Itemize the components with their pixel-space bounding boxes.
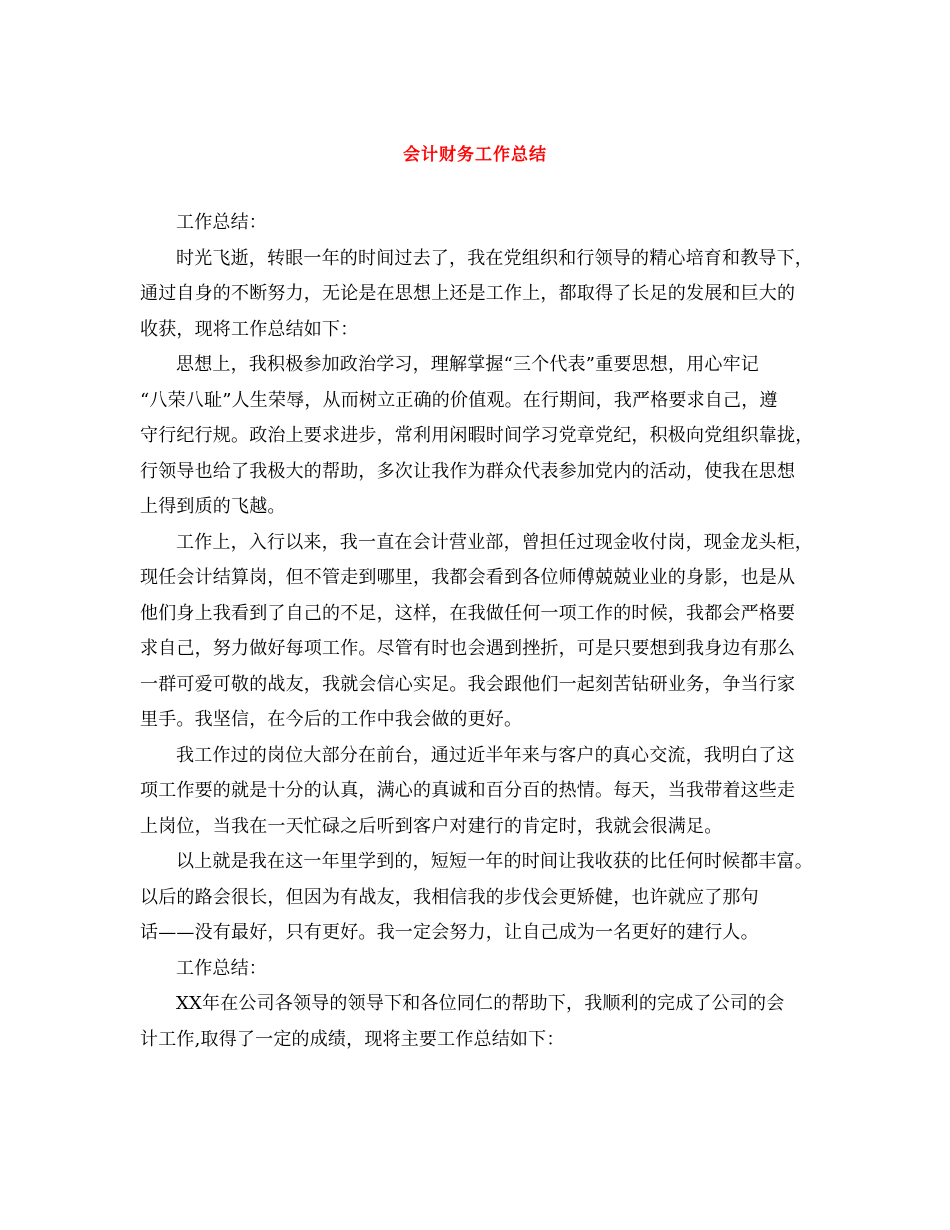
text-line: 我工作过的岗位大部分在前台，通过近半年来与客户的真心交流，我明白了这 bbox=[176, 744, 795, 766]
text-line: 守行纪行规。政治上要求进步，常利用闲暇时间学习党章党纪，积极向党组织靠拢， bbox=[140, 425, 814, 446]
text-line: 上得到质的飞越。 bbox=[140, 496, 286, 517]
document-title: 会计财务工作总结 bbox=[403, 145, 547, 165]
document-body bbox=[140, 205, 830, 1057]
text-line: XX年在公司各领导的领导下和各位同仁的帮助下，我顺利的完成了公司的会 bbox=[176, 993, 785, 1014]
text-line: 思想上，我积极参加政治学习，理解掌握“三个代表”重要思想，用心牢记 bbox=[176, 354, 760, 375]
text-line: 求自己，努力做好每项工作。尽管有时也会遇到挫折，可是只要想到我身边有那么 bbox=[140, 638, 796, 659]
text-line: 行领导也给了我极大的帮助，多次让我作为群众代表参加党内的活动，使我在思想 bbox=[140, 460, 796, 482]
text-line: 工作上，入行以来，我一直在会计营业部，曾担任过现金收付岗，现金龙头柜， bbox=[176, 531, 813, 553]
text-line: “八荣八耻”人生荣辱，从而树立正确的价值观。在行期间，我严格要求自己，遵 bbox=[140, 389, 778, 411]
text-line: 上岗位，当我在一天忙碌之后听到客户对建行的肯定时，我就会很满足。 bbox=[140, 815, 723, 837]
text-line: 时光飞逝，转眼一年的时间过去了，我在党组织和行领导的精心培育和教导下， bbox=[176, 247, 813, 269]
text-line: 计工作,取得了一定的成绩，现将主要工作总结如下： bbox=[140, 1028, 565, 1050]
text-line: 里手。我坚信，在今后的工作中我会做的更好。 bbox=[140, 709, 523, 730]
text-line: 一群可爱可敬的战友，我就会信心实足。我会跟他们一起刻苦钻研业务，争当行家 bbox=[140, 673, 796, 695]
text-line: 工作总结： bbox=[176, 212, 267, 233]
text-line: 以后的路会很长，但因为有战友，我相信我的步伐会更矫健，也许就应了那句 bbox=[140, 886, 759, 908]
text-line: 话——没有最好，只有更好。我一定会努力，让自己成为一名更好的建行人。 bbox=[140, 922, 759, 943]
text-line: 项工作要的就是十分的认真，满心的真诚和百分百的热情。每天，当我带着这些走 bbox=[140, 780, 796, 801]
text-line: 收获，现将工作总结如下： bbox=[140, 318, 359, 340]
text-line: 以上就是我在这一年里学到的，短短一年的时间让我收获的比任何时候都丰富。 bbox=[176, 851, 813, 872]
text-line: 通过自身的不断努力，无论是在思想上还是工作上，都取得了长足的发展和巨大的 bbox=[140, 283, 796, 304]
text-line: 他们身上我看到了自己的不足，这样，在我做任何一项工作的时候，我都会严格要 bbox=[140, 602, 796, 624]
text-line: 工作总结： bbox=[176, 957, 267, 979]
text-line: 现任会计结算岗，但不管走到哪里，我都会看到各位师傅兢兢业业的身影，也是从 bbox=[140, 567, 796, 588]
